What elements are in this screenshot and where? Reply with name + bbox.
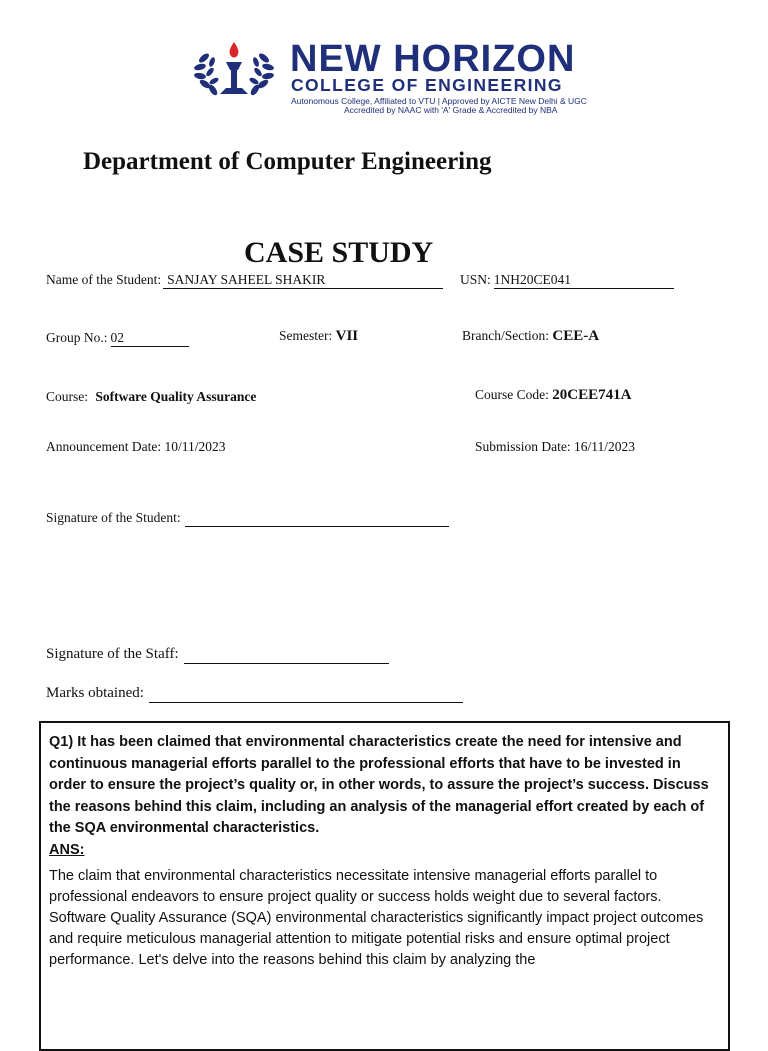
semester-label: Semester: xyxy=(279,328,333,343)
brand-accreditation: Accredited by NAAC with 'A' Grade & Accredited by NBA xyxy=(344,105,558,115)
brand-affiliation: Autonomous College, Affiliated to VTU | Approved by AICTE New Delhi & UGC xyxy=(291,96,587,106)
course-label: Course: xyxy=(46,389,88,404)
course-code-label: Course Code: xyxy=(475,387,549,402)
staff-signature-label: Signature of the Staff: xyxy=(46,646,179,662)
student-name-value: SANJAY SAHEEL SHAKIR xyxy=(167,272,326,287)
course-code-field xyxy=(475,387,631,404)
course-code-value: 20CEE741A xyxy=(552,387,632,403)
announcement-date-value: 10/11/2023 xyxy=(164,439,226,454)
announcement-date-label: Announcement Date: xyxy=(46,439,162,454)
branch-label: Branch/Section: xyxy=(462,328,549,343)
question-text: Q1) It has been claimed that environmental characteristics create the need for intensive and continuous managerial efforts parallel to the professional efforts that have to be invested in order to ensure the project’s quality or, in other words, to assure the project’s success. Discuss the reasons behind this claim, including an analysis of the managerial effort created by each of the SQA environmental characteristics. xyxy=(49,734,709,836)
course-field xyxy=(46,389,256,405)
laurel-torch-emblem-icon xyxy=(190,40,278,98)
group-field xyxy=(46,330,189,347)
student-signature-label: Signature of the Student: xyxy=(46,510,181,525)
student-name-field xyxy=(46,272,443,289)
marks-label: Marks obtained: xyxy=(46,685,144,701)
submission-date-value: 16/11/2023 xyxy=(574,439,636,454)
usn-value: 1NH20CE041 xyxy=(493,272,572,287)
submission-date-label: Submission Date: xyxy=(475,439,571,454)
usn-label: USN: xyxy=(460,272,491,287)
answer-label: ANS: xyxy=(49,841,85,858)
answer-text: The claim that environmental characteristics necessitate intensive managerial efforts parallel to professional endeavors to ensure project quality or success holds weight due to several factors. Software Quality Assurance (SQA) environmental characteristics significantly impact project outcomes and require meticulous managerial attention to mitigate potential risks and ensure optimal project performance. Let's delve into the reasons behind this claim by analyzing the xyxy=(49,868,704,968)
staff-signature-field xyxy=(46,646,389,664)
student-signature-field xyxy=(46,510,449,527)
submission-date-field xyxy=(475,439,635,455)
semester-field xyxy=(279,328,358,345)
brand-subtitle: COLLEGE OF ENGINEERING xyxy=(291,75,563,95)
document-title: CASE STUDY xyxy=(244,236,434,269)
department-title: Department of Computer Engineering xyxy=(83,148,492,175)
branch-field xyxy=(462,328,599,345)
question-box xyxy=(39,721,730,1051)
student-name-label: Name of the Student: xyxy=(46,272,162,287)
semester-value: VII xyxy=(335,328,359,344)
branch-value: CEE-A xyxy=(552,328,600,344)
marks-field xyxy=(46,685,463,703)
usn-field xyxy=(460,272,674,289)
group-label: Group No.: xyxy=(46,330,108,345)
course-value: Software Quality Assurance xyxy=(95,389,257,404)
brand-name: NEW HORIZON xyxy=(290,38,576,80)
announcement-date-field xyxy=(46,439,225,455)
group-value: 02 xyxy=(110,330,124,345)
